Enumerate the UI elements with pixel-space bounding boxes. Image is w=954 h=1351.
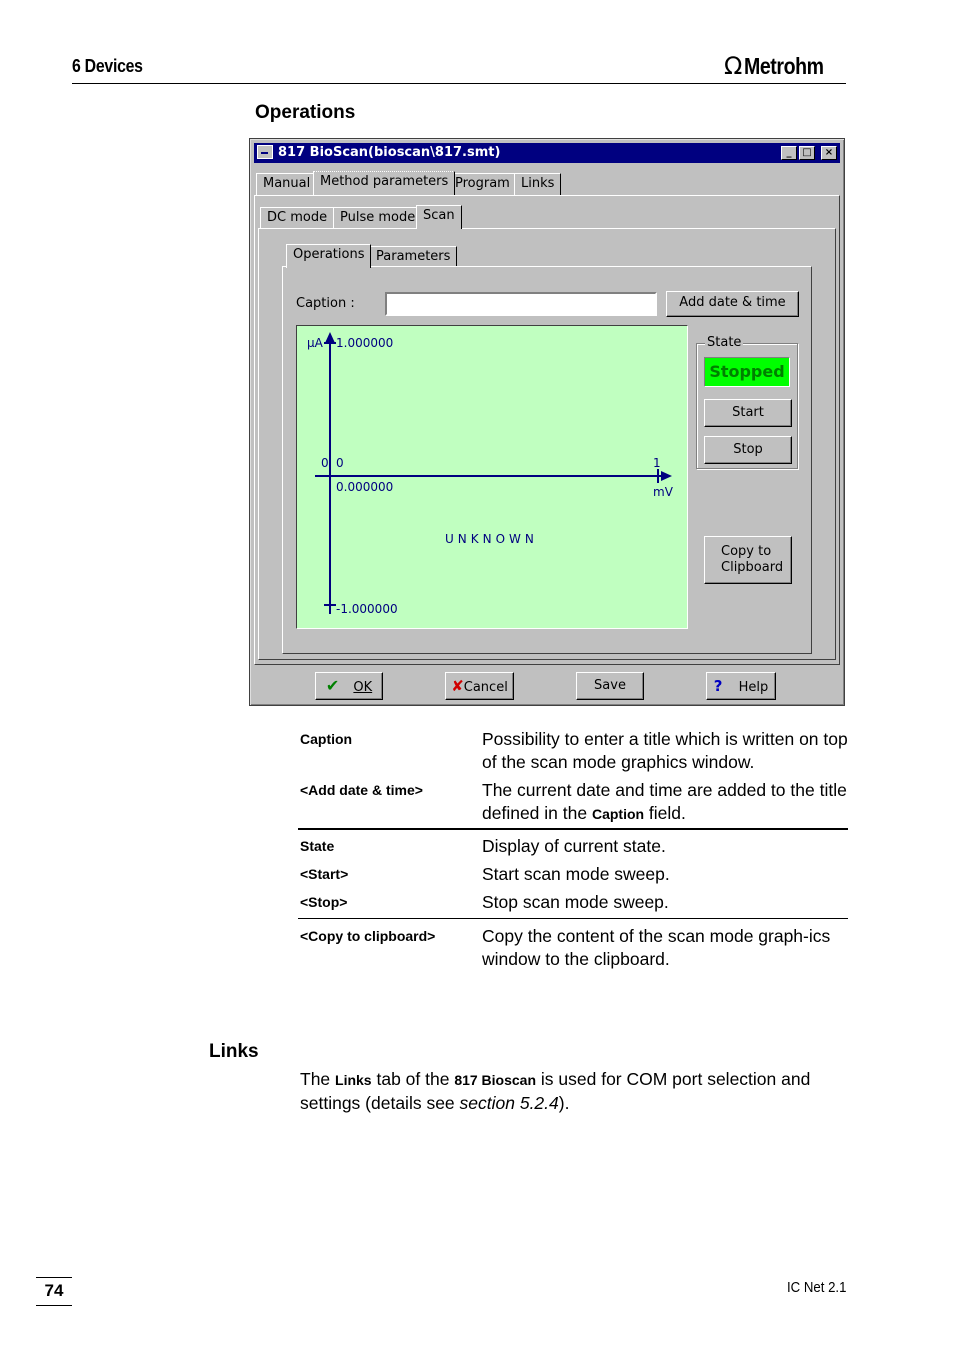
ok-button[interactable] <box>315 672 383 700</box>
cross-icon: ✘ <box>451 677 464 695</box>
section-header: 6 Devices <box>72 56 143 76</box>
y-min-label: -1.000000 <box>336 602 398 616</box>
stop-button[interactable]: Stop <box>704 436 792 464</box>
minimize-button[interactable]: _ <box>781 146 797 160</box>
tab-manual[interactable]: Manual <box>256 173 317 195</box>
origin-right-label: 0 <box>336 456 344 470</box>
y-unit-label: µA <box>307 336 323 350</box>
desc-label-state: State <box>300 838 335 854</box>
cancel-button[interactable] <box>445 672 514 700</box>
copy-to-clipboard-button[interactable] <box>704 536 792 584</box>
omega-icon: Ω <box>724 52 743 80</box>
page-number: 74 <box>36 1277 72 1306</box>
product-name: IC Net 2.1 <box>787 1279 847 1296</box>
desc-label-start: <Start> <box>300 866 349 882</box>
desc-text-part: field. <box>644 803 686 823</box>
help-button[interactable] <box>706 672 776 700</box>
y-zero-label: 0.000000 <box>336 480 394 494</box>
table-rule <box>298 828 848 830</box>
desc-label-stop: <Stop> <box>300 894 348 910</box>
system-menu-icon[interactable] <box>257 145 273 159</box>
tab-method-parameters[interactable]: Method parameters <box>313 171 455 195</box>
tab-dc-mode[interactable]: DC mode <box>260 207 334 229</box>
x-unit-label: mV <box>653 485 673 499</box>
desc-text-start: Start scan mode sweep. <box>482 864 670 884</box>
graph-axes <box>297 326 687 628</box>
logo-text: Metrohm <box>744 52 824 79</box>
desc-text-stop: Stop scan mode sweep. <box>482 892 669 912</box>
ok-label: OK <box>353 680 373 695</box>
help-icon: ? <box>713 677 723 695</box>
desc-text-state: Display of current state. <box>482 836 666 856</box>
x-max-label: 1 <box>653 456 661 470</box>
copy-button-line2: Clipboard <box>721 560 784 575</box>
tab-links[interactable]: Links <box>514 173 561 195</box>
window-title: 817 BioScan(bioscan\817.smt) <box>278 145 501 160</box>
scan-graph <box>296 325 688 629</box>
checkmark-icon: ✔ <box>325 676 340 695</box>
metrohm-logo <box>724 52 838 80</box>
links-paragraph <box>300 1068 848 1115</box>
links-text: tab of the <box>371 1069 455 1089</box>
caption-input[interactable] <box>385 292 657 316</box>
graph-status-label: UNKNOWN <box>445 532 538 546</box>
state-group-label: State <box>707 335 742 350</box>
add-date-time-button[interactable]: Add date & time <box>666 291 799 317</box>
save-button[interactable]: Save <box>576 672 644 700</box>
tab-program[interactable]: Program <box>448 173 517 195</box>
links-italic: section 5.2.4 <box>459 1093 559 1113</box>
start-button[interactable]: Start <box>704 399 792 427</box>
caption-label: Caption : <box>296 296 355 311</box>
desc-text-part: The current date and time are added to the title defined in the <box>482 780 847 823</box>
tab-parameters[interactable]: Parameters <box>369 246 457 268</box>
bioscan-window <box>249 138 845 706</box>
state-indicator: Stopped <box>704 357 790 387</box>
desc-label-caption: Caption <box>300 731 353 747</box>
links-text: ). <box>558 1093 570 1113</box>
help-label: Help <box>738 680 769 695</box>
operations-heading: Operations <box>255 102 356 123</box>
links-text: is used for COM port selection and settings (details see <box>300 1069 811 1113</box>
links-bold: Links <box>335 1072 372 1088</box>
header-rule <box>72 83 846 84</box>
x-axis-arrow <box>661 471 672 481</box>
desc-text-copy: Copy the content of the scan mode graph-ics window to the clipboard. <box>482 926 831 969</box>
links-text: The <box>300 1069 336 1089</box>
desc-text-bold: Caption <box>591 806 645 822</box>
links-heading: Links <box>209 1041 259 1062</box>
desc-label-add-date: <Add date & time> <box>300 782 423 798</box>
desc-text-caption: Possibility to enter a title which is written on top of the scan mode graphics window. <box>482 729 848 772</box>
cancel-label: Cancel <box>463 680 508 695</box>
desc-text-add-date <box>482 779 848 826</box>
tab-scan[interactable]: Scan <box>416 205 462 229</box>
table-rule <box>298 918 848 919</box>
y-axis-arrow <box>325 332 335 343</box>
close-button[interactable]: × <box>821 146 837 160</box>
links-bold: 817 Bioscan <box>454 1072 537 1088</box>
y-max-label: 1.000000 <box>336 336 394 350</box>
tab-pulse-mode[interactable]: Pulse mode <box>333 207 422 229</box>
title-bar[interactable] <box>254 143 840 163</box>
maximize-button[interactable]: □ <box>799 146 815 160</box>
tab-operations[interactable]: Operations <box>286 244 371 268</box>
desc-label-copy: <Copy to clipboard> <box>300 928 436 944</box>
origin-left-label: 0 <box>321 456 329 470</box>
copy-button-line1: Copy to <box>721 544 772 559</box>
